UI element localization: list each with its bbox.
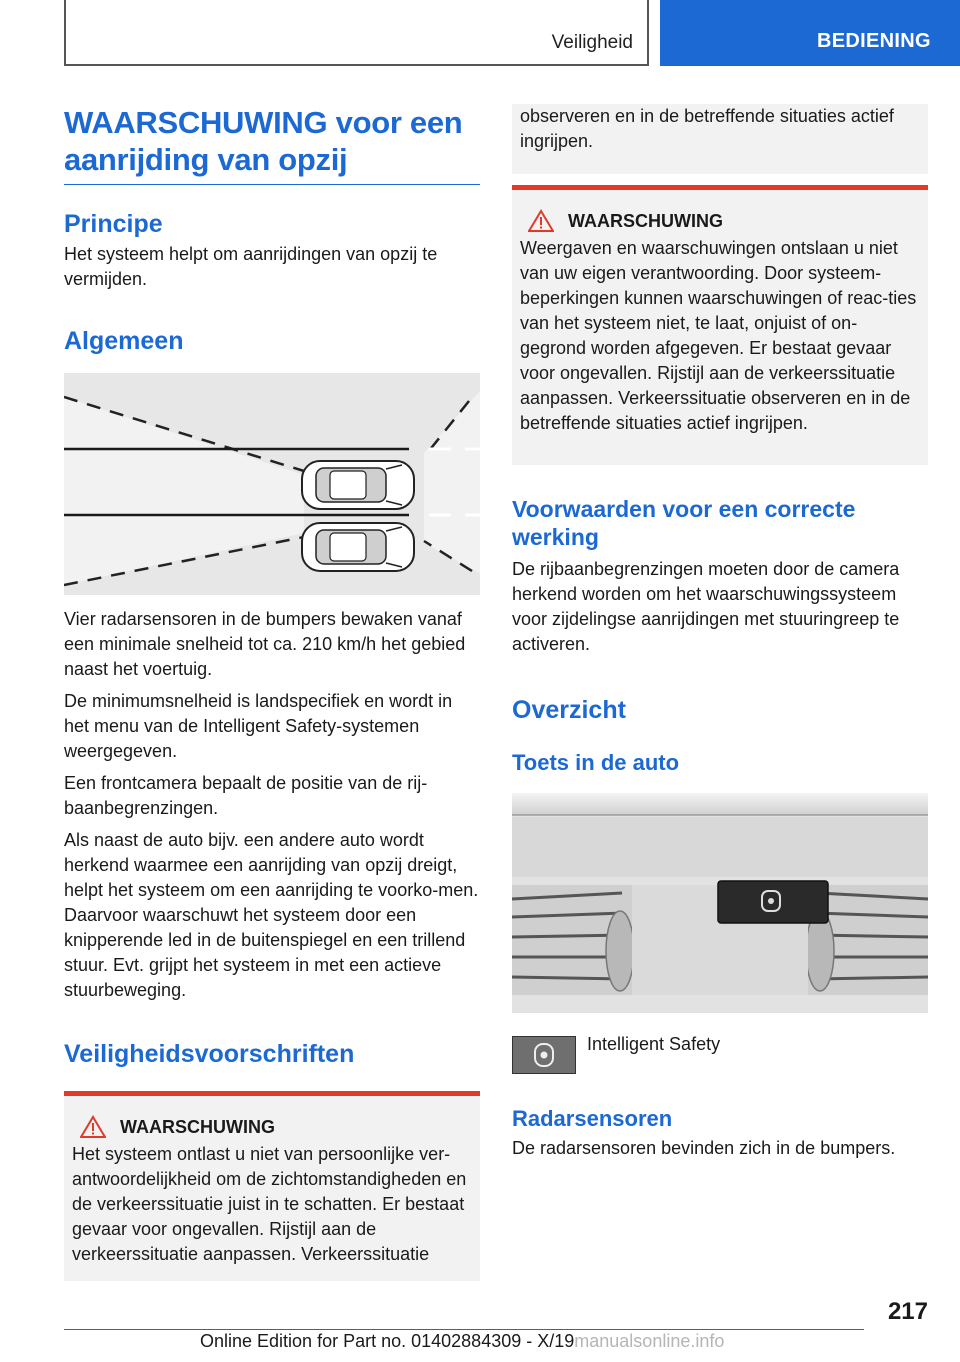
general-paragraph-1: Vier radarsensoren in de bumpers bewaken vanaf een minimale snelheid tot ca. 210 km/h het gebied naast het voertuig. <box>64 609 466 679</box>
conditions-text: De rijbaanbegrenzingen moeten door de camera herkend worden om het waarschuwingssysteem voor zijdelingse aanrijdingen met stuuringreep te activeren. <box>512 559 900 654</box>
right-column <box>512 104 928 1161</box>
intelligent-safety-button <box>512 1036 576 1074</box>
principle-text: Het systeem helpt om aanrijdingen van opzij te vermijden. <box>64 244 438 289</box>
header-section-title: Veiligheid <box>551 32 633 53</box>
safety-heading: Veiligheidsvoorschriften <box>64 1040 355 1068</box>
general-paragraph-2: De minimumsnelheid is landspecifiek en wordt in het menu van de Intelligent Safety-systemen weergegeven. <box>64 691 453 761</box>
general-paragraph-3: Een frontcamera bepaalt de positie van de rij-baanbegrenzingen. <box>64 773 428 818</box>
footer-edition-text: Online Edition for Part no. 01402884309 - X/19 <box>200 1331 575 1351</box>
warning-triangle-icon <box>528 209 554 233</box>
intelligent-safety-label: Intelligent Safety <box>587 1034 721 1054</box>
principle-heading: Principe <box>64 210 163 238</box>
footer-line <box>200 1331 724 1352</box>
header-chapter-title: BEDIENING <box>817 30 931 52</box>
footer-rule <box>64 1329 864 1330</box>
footer-watermark: manualsonline.info <box>574 1331 725 1351</box>
warning-box-1 <box>64 1091 480 1281</box>
page-title: WAARSCHUWING voor een aanrijding van opzij <box>64 105 463 177</box>
key-in-car-heading: Toets in de auto <box>512 750 680 775</box>
general-heading: Algemeen <box>64 327 184 355</box>
car-upper <box>302 461 414 509</box>
key-legend <box>512 1034 928 1074</box>
lane-diagram <box>64 373 480 595</box>
conditions-heading: Voorwaarden voor een correcte werking <box>512 496 856 550</box>
title-rule <box>64 184 480 185</box>
header-section-box <box>64 0 649 66</box>
intelligent-safety-icon <box>532 1042 556 1068</box>
dashboard-photo <box>512 793 928 1013</box>
warning-triangle-icon <box>80 1115 106 1139</box>
overview-heading: Overzicht <box>512 696 626 724</box>
radar-text: De radarsensoren bevinden zich in de bumpers. <box>512 1138 896 1158</box>
lane-diagram-figure <box>64 373 480 595</box>
warning-box-2 <box>512 185 928 465</box>
warning-title-1: WAARSCHUWING <box>120 1116 275 1137</box>
dashboard-button-photo <box>512 793 928 1013</box>
warning-text-1-continued: observeren en in de betreffende situaties actief ingrijpen. <box>520 106 894 151</box>
car-lower <box>302 523 414 571</box>
left-column <box>64 104 480 1281</box>
warning-text-1: Het systeem ontlast u niet van persoonlijke ver-antwoordelijkheid om de zichtomstandigheden en de verkeerssituatie juist in te schatten. Er bestaat gevaar voor ongevallen. Rijstijl aan de verkeerssituatie aanpassen. Verkeerssituatie <box>72 1144 467 1264</box>
warning-text-2: Weergaven en waarschuwingen ontslaan u niet van uw eigen verantwoording. Door systeem-beperkingen kunnen waarschuwingen of reac-ties van het systeem niet, te laat, onjuist of on-gegrond worden afgegeven. Er bestaat gevaar voor ongevallen. Rijstijl aan de verkeerssituatie aanpassen. Verkeerssituatie observeren en in de betreffende situaties actief ingrijpen. <box>520 238 917 433</box>
radar-heading: Radarsensoren <box>512 1106 673 1131</box>
warning-title-2: WAARSCHUWING <box>568 210 723 231</box>
warning-box-1-continued <box>512 104 928 174</box>
general-paragraph-4: Als naast de auto bijv. een andere auto wordt herkend waarmee een aanrijding van opzij dreigt, helpt het systeem om een aanrijding te voorko-men. Daarvoor waarschuwt het systeem door een knipperende led in de buitenspiegel en een trillend stuur. Evt. grijpt het systeem in met een actieve stuurbeweging. <box>64 830 479 1000</box>
header-chapter-box <box>660 0 960 66</box>
page-number: 217 <box>887 1298 928 1325</box>
